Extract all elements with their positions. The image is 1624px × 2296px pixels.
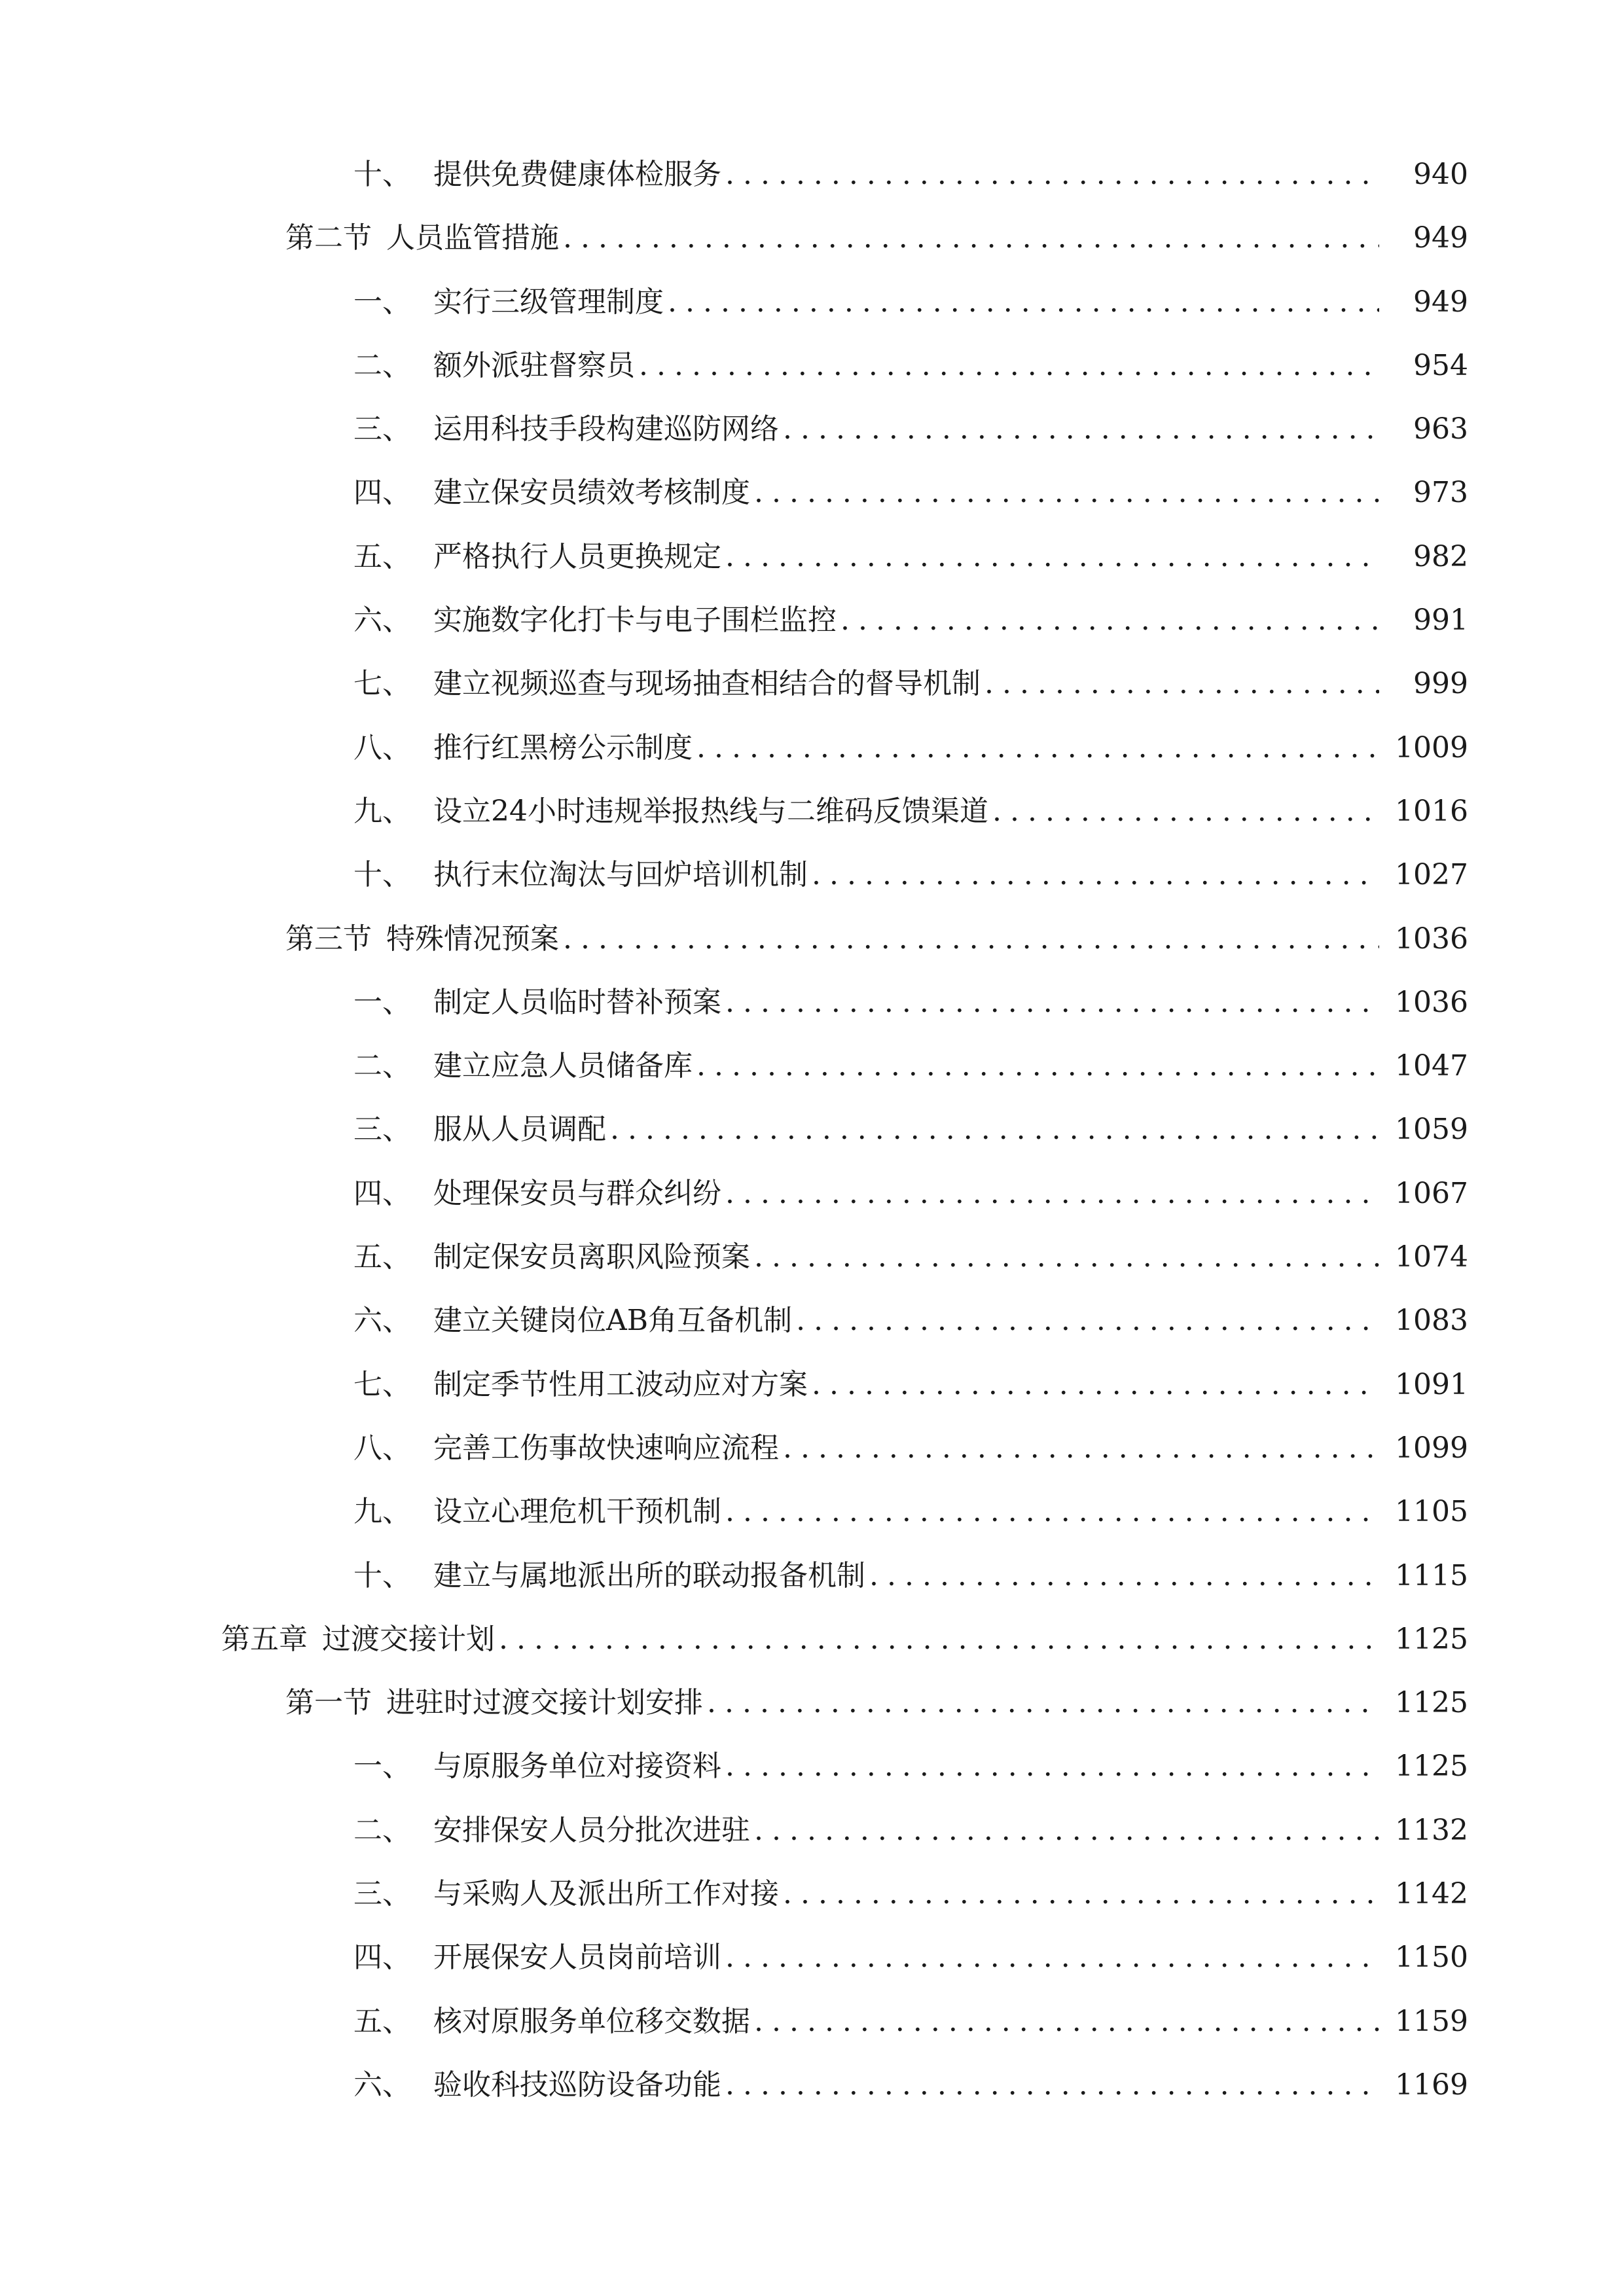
toc-entry-title: 执行末位淘汰与回炉培训机制 [433,858,808,892]
toc-entry-number: 十、 [353,1558,411,1592]
toc-entry-page-number: 1047 [1395,1049,1468,1083]
toc-entry[interactable] [0,1930,1624,1994]
dot-leader [563,219,1379,258]
toc-entry-title: 服从人员调配 [433,1113,606,1147]
toc-entry-page-number: 1150 [1395,1941,1468,1975]
toc-entry-page-number: 1142 [1395,1877,1468,1911]
dot-leader [840,601,1379,640]
toc-entry-page-number: 1125 [1395,1686,1468,1720]
toc-entry-page-number: 973 [1413,476,1468,510]
toc-entry-number: 三、 [353,1113,411,1147]
toc-entry[interactable] [0,1039,1624,1102]
toc-entry[interactable] [0,1484,1624,1548]
toc-entry-number: 十、 [353,858,411,892]
toc-entry-number: 第五章 [221,1622,308,1656]
toc-entry-number: 四、 [353,1176,411,1210]
toc-entry-page-number: 949 [1413,221,1468,255]
toc-entry-page-number: 1036 [1395,922,1468,956]
toc-entry-page-number: 1091 [1395,1367,1468,1401]
toc-entry-number: 二、 [353,1049,411,1083]
dot-leader [696,1047,1379,1086]
dot-leader [725,1747,1379,1786]
toc-entry-page-number: 1067 [1395,1176,1468,1210]
toc-entry-title: 建立关键岗位AB角互备机制 [433,1304,793,1338]
dot-leader [992,792,1379,831]
toc-entry-number: 四、 [353,1941,411,1975]
toc-entry[interactable] [0,2058,1624,2121]
dot-leader [812,855,1379,895]
toc-entry[interactable] [0,147,1624,211]
toc-entry-number: 八、 [353,730,411,764]
toc-entry-title: 建立与属地派出所的联动报备机制 [433,1558,865,1592]
dot-leader [563,920,1379,959]
dot-leader [639,346,1379,386]
toc-entry-title: 实施数字化打卡与电子围栏监控 [433,603,837,637]
dot-leader [499,1620,1379,1659]
toc-entry-number: 一、 [353,1749,411,1784]
toc-entry-page-number: 991 [1413,603,1468,637]
toc-entry-title: 人员监管措施 [386,221,559,255]
toc-entry[interactable] [0,1293,1624,1357]
toc-entry[interactable] [0,1612,1624,1676]
toc-entry[interactable] [0,1166,1624,1230]
dot-leader [725,155,1379,194]
toc-entry[interactable] [0,1739,1624,1803]
toc-entry-title: 核对原服务单位移交数据 [433,2004,750,2038]
toc-entry[interactable] [0,721,1624,784]
dot-leader [725,1492,1379,1532]
dot-leader [754,1811,1379,1850]
toc-entry-number: 二、 [353,1813,411,1847]
toc-entry-page-number: 1169 [1395,2068,1468,2102]
dot-leader [754,2002,1379,2041]
dot-leader [783,1874,1379,1914]
toc-entry-title: 开展保安人员岗前培训 [433,1941,721,1975]
dot-leader [869,1556,1379,1596]
toc-entry-page-number: 1027 [1395,858,1468,892]
toc-entry-page-number: 1099 [1395,1431,1468,1465]
dot-leader [725,983,1379,1022]
dot-leader [754,473,1379,512]
dot-leader [783,1429,1379,1468]
toc-entry-page-number: 1036 [1395,985,1468,1019]
toc-entry[interactable] [0,1803,1624,1867]
toc-entry-title: 额外派驻督察员 [433,348,635,382]
toc-entry-page-number: 1074 [1395,1240,1468,1274]
toc-entry[interactable] [0,211,1624,274]
dot-leader [725,1938,1379,1977]
toc-entry[interactable] [0,338,1624,402]
toc-entry-title: 处理保安员与群众纠纷 [433,1176,721,1210]
toc-entry-number: 五、 [353,2004,411,2038]
toc-entry-number: 六、 [353,1304,411,1338]
toc-entry[interactable] [0,1102,1624,1166]
toc-entry-page-number: 1159 [1395,2004,1468,2038]
toc-entry[interactable] [0,593,1624,656]
toc-entry-title: 验收科技巡防设备功能 [433,2068,721,2102]
toc-entry[interactable] [0,1421,1624,1484]
toc-entry-number: 九、 [353,794,411,828]
toc-entry[interactable] [0,529,1624,593]
toc-entry-title: 安排保安人员分批次进驻 [433,1813,750,1847]
toc-entry-number: 第一节 [285,1686,372,1720]
toc-entry-title: 提供免费健康体检服务 [433,158,721,191]
dot-leader [984,664,1379,704]
toc-entry-title: 实行三级管理制度 [433,285,664,319]
table-of-contents [0,147,1624,2121]
toc-entry-page-number: 940 [1413,158,1468,191]
toc-entry[interactable] [0,1357,1624,1421]
dot-leader [725,537,1379,577]
dot-leader [610,1110,1379,1149]
toc-entry-title: 与采购人及派出所工作对接 [433,1877,779,1911]
toc-entry-title: 特殊情况预案 [386,922,559,956]
toc-entry-title: 建立应急人员储备库 [433,1049,693,1083]
toc-entry-number: 一、 [353,285,411,319]
toc-entry-number: 第二节 [285,221,372,255]
toc-entry-number: 三、 [353,1877,411,1911]
toc-entry-title: 制定季节性用工波动应对方案 [433,1367,808,1401]
toc-entry-number: 六、 [353,603,411,637]
toc-entry-page-number: 1125 [1395,1622,1468,1656]
toc-entry-number: 十、 [353,158,411,191]
toc-entry-title: 制定人员临时替补预案 [433,985,721,1019]
toc-entry-number: 二、 [353,348,411,382]
toc-entry-title: 推行红黑榜公示制度 [433,730,693,764]
toc-entry-number: 五、 [353,1240,411,1274]
toc-entry-number: 八、 [353,1431,411,1465]
toc-entry[interactable] [0,912,1624,975]
toc-entry-title: 运用科技手段构建巡防网络 [433,412,779,446]
toc-entry-number: 五、 [353,539,411,573]
toc-entry[interactable] [0,465,1624,529]
toc-entry-page-number: 1059 [1395,1113,1468,1147]
toc-entry-title: 设立24小时违规举报热线与二维码反馈渠道 [433,794,988,828]
toc-entry-page-number: 949 [1413,285,1468,319]
toc-entry-title: 制定保安员离职风险预案 [433,1240,750,1274]
toc-entry-number: 七、 [353,667,411,701]
toc-entry-page-number: 1105 [1395,1495,1468,1529]
toc-entry-number: 九、 [353,1495,411,1529]
toc-entry-page-number: 963 [1413,412,1468,446]
toc-entry[interactable] [0,975,1624,1039]
toc-entry[interactable] [0,1994,1624,2058]
toc-entry-title: 与原服务单位对接资料 [433,1749,721,1784]
dot-leader [796,1301,1379,1340]
toc-entry-title: 建立保安员绩效考核制度 [433,476,750,510]
dot-leader [696,728,1379,768]
toc-entry-number: 七、 [353,1367,411,1401]
toc-entry-title: 完善工伤事故快速响应流程 [433,1431,779,1465]
toc-entry[interactable] [0,1867,1624,1930]
dot-leader [707,1683,1379,1723]
toc-entry-page-number: 999 [1413,667,1468,701]
toc-entry-number: 三、 [353,412,411,446]
toc-entry-title: 进驻时过渡交接计划安排 [386,1686,703,1720]
dot-leader [725,1174,1379,1213]
toc-entry[interactable] [0,848,1624,911]
toc-entry[interactable] [0,1676,1624,1739]
toc-entry-page-number: 1083 [1395,1304,1468,1338]
toc-entry[interactable] [0,402,1624,465]
toc-entry-number: 第三节 [285,922,372,956]
dot-leader [812,1365,1379,1405]
toc-entry-page-number: 982 [1413,539,1468,573]
toc-entry-page-number: 954 [1413,348,1468,382]
toc-entry-number: 一、 [353,985,411,1019]
toc-entry-page-number: 1115 [1395,1558,1468,1592]
toc-entry-page-number: 1016 [1395,794,1468,828]
toc-entry-title: 设立心理危机干预机制 [433,1495,721,1529]
toc-entry-page-number: 1132 [1395,1813,1468,1847]
toc-entry-title: 建立视频巡查与现场抽查相结合的督导机制 [433,667,981,701]
toc-entry[interactable] [0,784,1624,848]
dot-leader [783,410,1379,449]
toc-entry[interactable] [0,275,1624,338]
dot-leader [668,283,1379,322]
toc-entry-number: 六、 [353,2068,411,2102]
toc-entry[interactable] [0,656,1624,720]
toc-entry-title: 过渡交接计划 [322,1622,495,1656]
toc-entry[interactable] [0,1230,1624,1293]
dot-leader [754,1238,1379,1277]
toc-entry-title: 严格执行人员更换规定 [433,539,721,573]
toc-entry[interactable] [0,1549,1624,1612]
toc-entry-page-number: 1009 [1395,730,1468,764]
dot-leader [725,2066,1379,2105]
toc-entry-page-number: 1125 [1395,1749,1468,1784]
toc-entry-number: 四、 [353,476,411,510]
